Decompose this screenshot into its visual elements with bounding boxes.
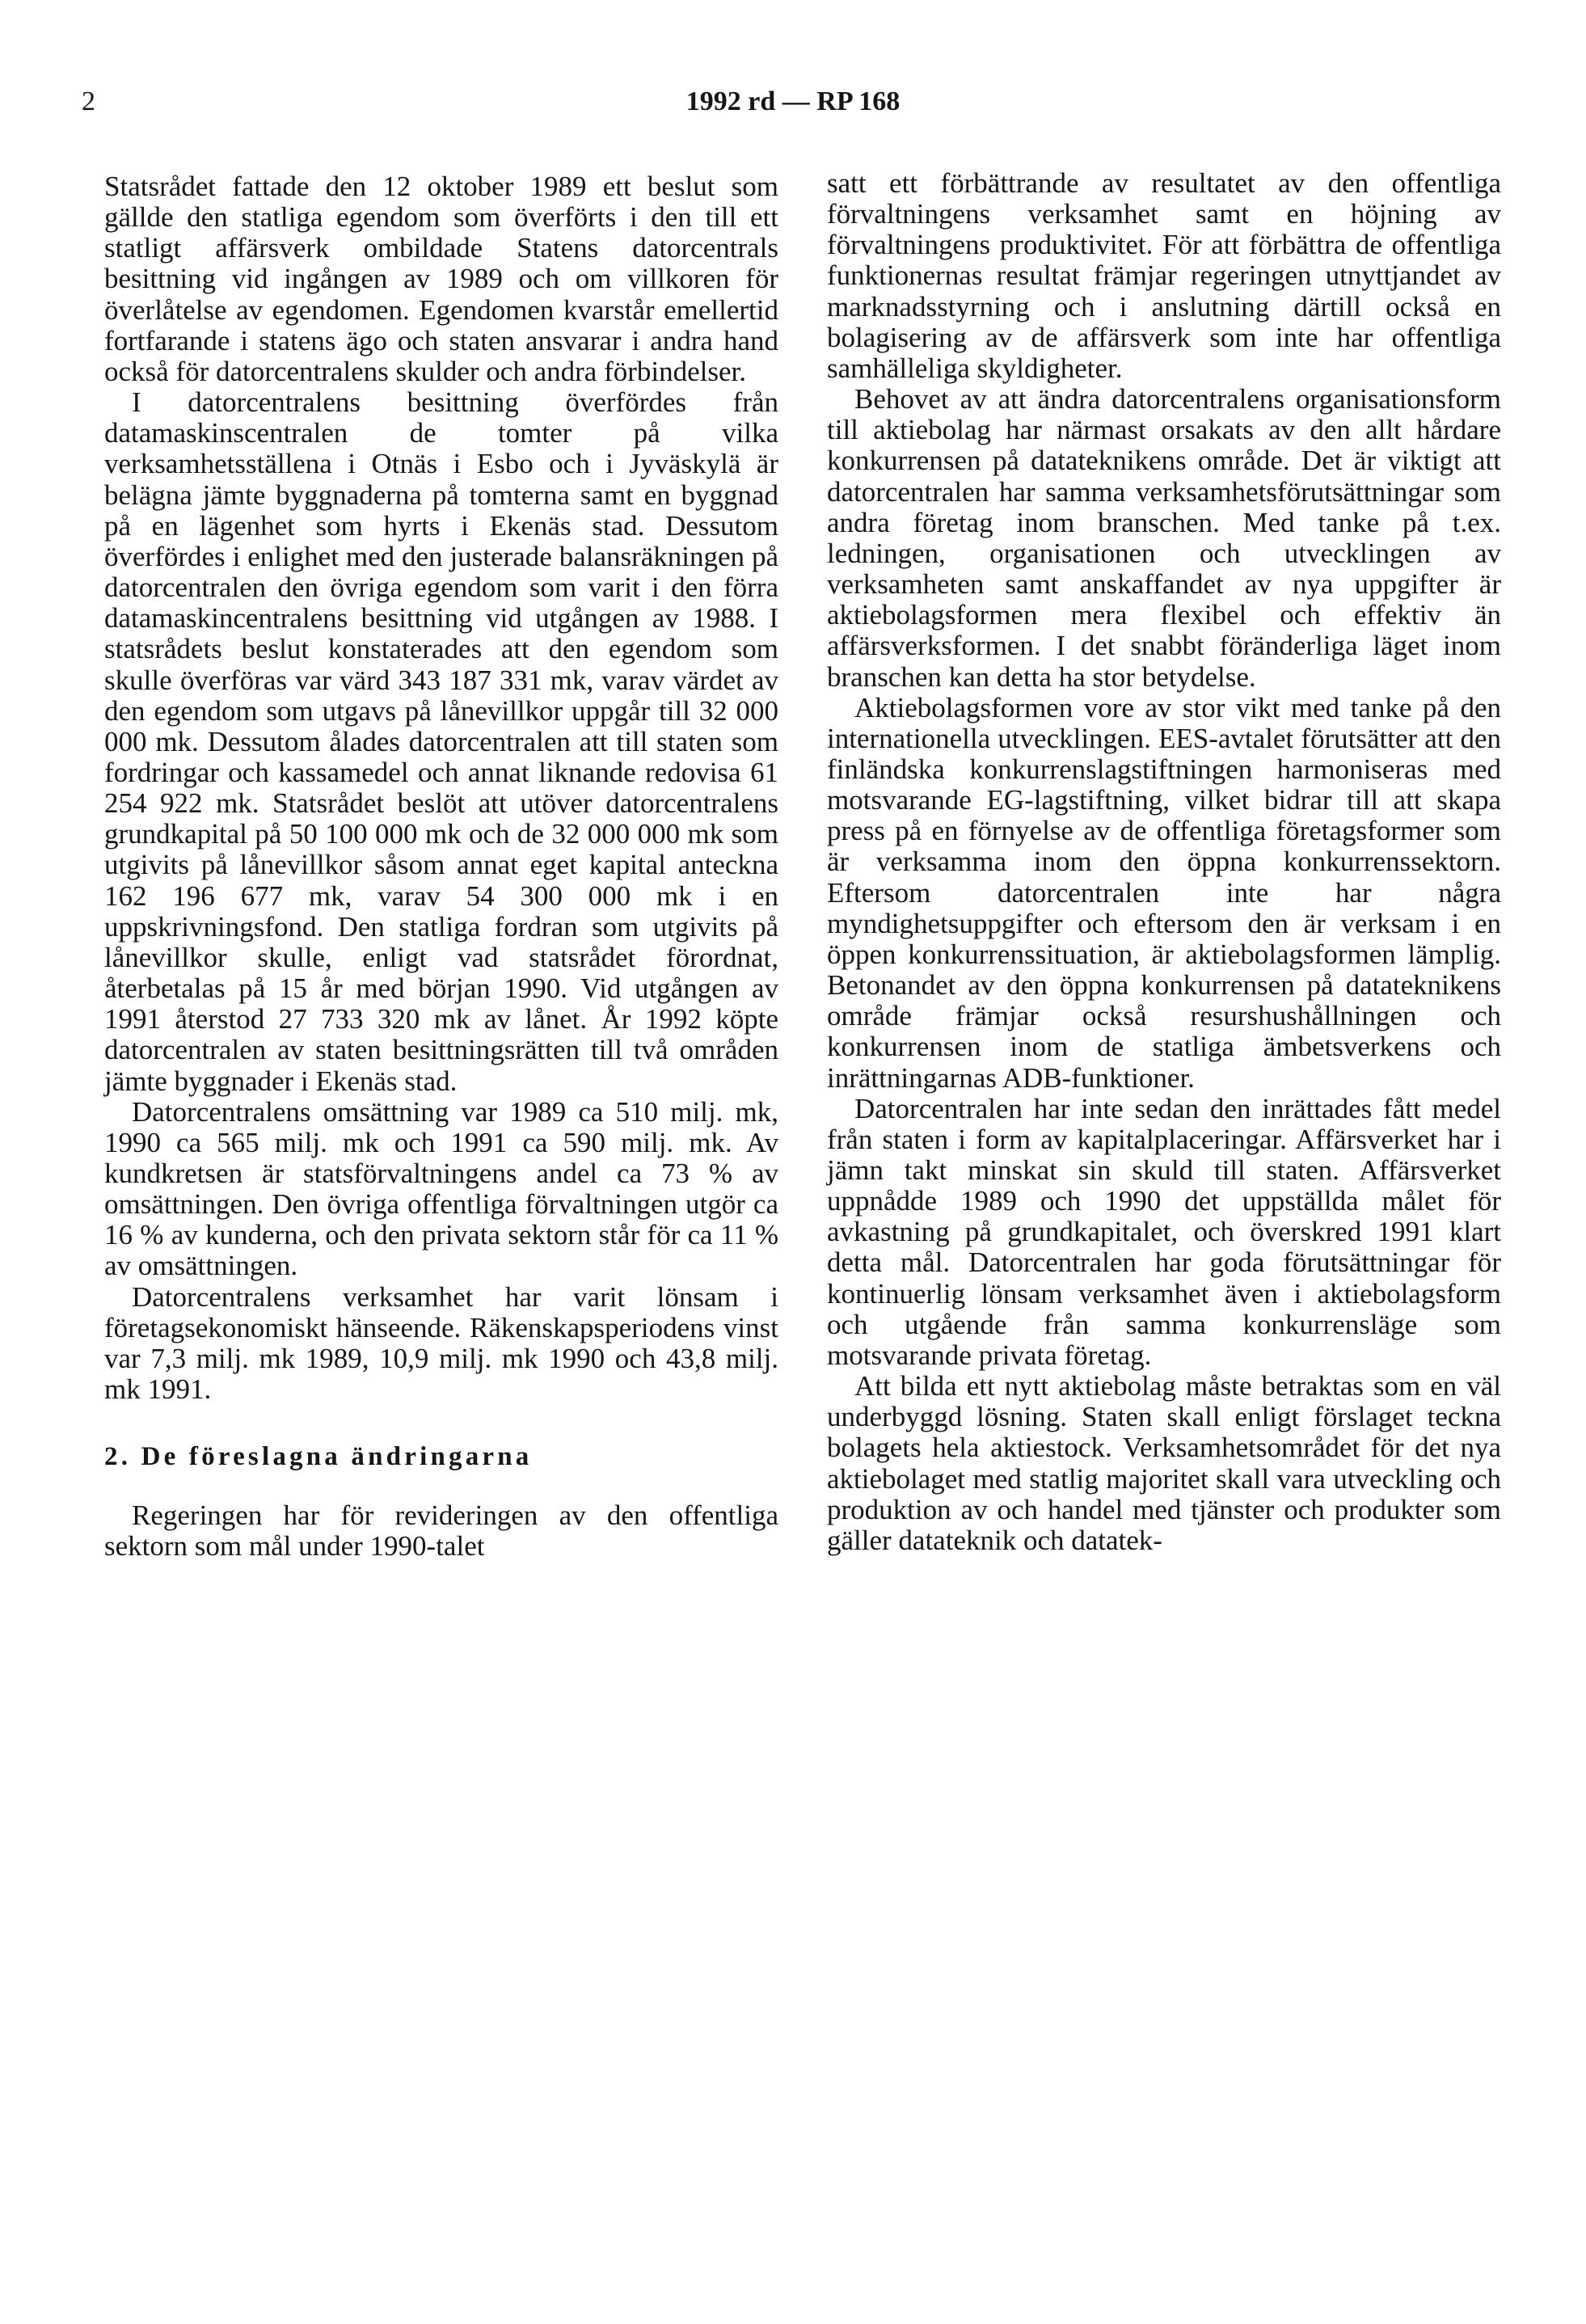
body-paragraph: Att bilda ett nytt aktiebolag måste betraktas som en väl underbyggd lösning. Staten skall enligt förslaget teckna bolagets hela aktiestock. Verksamhetsområdet för det nya aktiebolaget med statlig majoritet skall vara utveckling och produktion av och handel med tjänster och produkter som gäller datateknik och datatek- <box>827 1370 1501 1556</box>
running-head: 1992 rd — RP 168 <box>685 86 901 116</box>
section-heading: 2. De föreslagna ändringarna <box>104 1442 533 1472</box>
body-paragraph: Datorcentralen har inte sedan den inrättades fått medel från staten i form av kapitalplaceringar. Affärsverket har i jämn takt minskat sin skuld till staten. Affärsverket uppnådde 1989 och 1990 det uppställda målet för avkastning på grundkapitalet, och överskred 1991 klart detta mål. Datorcentralen har goda förutsättningar för kontinuerlig lönsam verksamhet även i aktiebolagsform och utgående från samma konkurrensläge som motsvarande privata företag. <box>827 1092 1501 1371</box>
body-paragraph: satt ett förbättrande av resultatet av den offentliga förvaltningens verksamhet samt en höjning av förvaltningens produktivitet. För att förbättra de offentliga funktionernas resultat främjar regeringen utnyttjandet av marknadsstyrning och i anslutning därtill också en bolagisering av de affärsverk som inte har offentliga samhälleliga skyldigheter. <box>827 167 1501 384</box>
body-paragraph: Aktiebolagsformen vore av stor vikt med tanke på den internationella utvecklingen. EES-avtalet förutsätter att den finländska konkurrenslagstiftningen harmoniseras med motsvarande EG-lagstiftning, vilket bidrar till att skapa press på en förnyelse av de offentliga företagsformer som är verksamma inom den öppna konkurrenssektorn. Eftersom datorcentralen inte har några myndighetsuppgifter och eftersom den är verksam i en öppen konkurrenssituation, är aktiebolagsformen lämplig. Betonandet av den öppna konkurrensen på datateknikens område främjar också resurshushållningen och konkurrensen inom de statliga ämbetsverkens och inrättningarnas ADB-funktioner. <box>827 691 1501 1094</box>
body-paragraph: Datorcentralens verksamhet har varit lönsam i företagsekonomiskt hänseende. Räkenskapsperiodens vinst var 7,3 milj. mk 1989, 10,9 milj. mk 1990 och 43,8 milj. mk 1991. <box>104 1280 778 1406</box>
body-paragraph: Regeringen har för revideringen av den offentliga sektorn som mål under 1990-talet <box>104 1499 778 1563</box>
body-paragraph: I datorcentralens besittning överfördes från datamaskinscentralen de tomter på vilka verksamhetsställena i Otnäs i Esbo och i Jyväskylä är belägna jämte byggnaderna på tomterna samt en byggnad på en lägenhet som hyrts i Ekenäs stad. Dessutom överfördes i enlighet med den justerade balansräkningen på datorcentralen den övriga egendom som varit i den förra datamaskincentralens besittning vid utgången av 1988. I statsrådets beslut konstaterades att den egendom som skulle överföras var värd 343 187 331 mk, varav värdet av den egendom som utgavs på lånevillkor uppgår till 32 000 000 mk. Dessutom ålades datorcentralen att till staten som fordringar och kassamedel och annat liknande redovisa 61 254 922 mk. Statsrådet beslöt att utöver datorcentralens grundkapital på 50 100 000 mk och de 32 000 000 mk som utgivits på lånevillkor såsom annat eget kapital anteckna 162 196 677 mk, varav 54 300 000 mk i en uppskrivningsfond. Den statliga fordran som utgivits på lånevillkor skulle, enligt vad statsrådet förordnat, återbetalas på 15 år med början 1990. Vid utgången av 1991 återstod 27 733 320 mk av lånet. År 1992 köpte datorcentralen av staten besittningsrätten till två områden jämte byggnader i Ekenäs stad. <box>104 386 778 1097</box>
body-paragraph: Datorcentralens omsättning var 1989 ca 510 milj. mk, 1990 ca 565 milj. mk och 1991 ca 590 milj. mk. Av kundkretsen är statsförvaltningens andel ca 73 % av omsättningen. Den övriga offentliga förvaltningen utgör ca 16 % av kunderna, och den privata sektorn står för ca 11 % av omsättningen. <box>104 1095 778 1282</box>
left-column <box>104 171 778 1563</box>
body-paragraph: Behovet av att ändra datorcentralens organisationsform till aktiebolag har närmast orsakats av den allt hårdare konkurrensen på datateknikens område. Det är viktigt att datorcentralen har samma verksamhetsförutsättningar som andra företag inom branschen. Med tanke på t.ex. ledningen, organisationen och utvecklingen av verksamheten samt anskaffandet av nya uppgifter är aktiebolagsformen mera flexibel och effektiv än affärsverksformen. I det snabbt föränderliga läget inom branschen kan detta ha stor betydelse. <box>827 383 1501 693</box>
right-column <box>827 168 1501 1556</box>
body-paragraph: Statsrådet fattade den 12 oktober 1989 ett beslut som gällde den statliga egendom som överförts i den till ett statligt affärsverk ombildade Statens datorcentrals besittning vid ingången av 1989 och om villkoren för överlåtelse av egendomen. Egendomen kvarstår emellertid fortfarande i statens ägo och staten ansvarar i andra hand också för datorcentralens skulder och andra förbindelser. <box>104 171 778 387</box>
page-number: 2 <box>82 86 95 116</box>
